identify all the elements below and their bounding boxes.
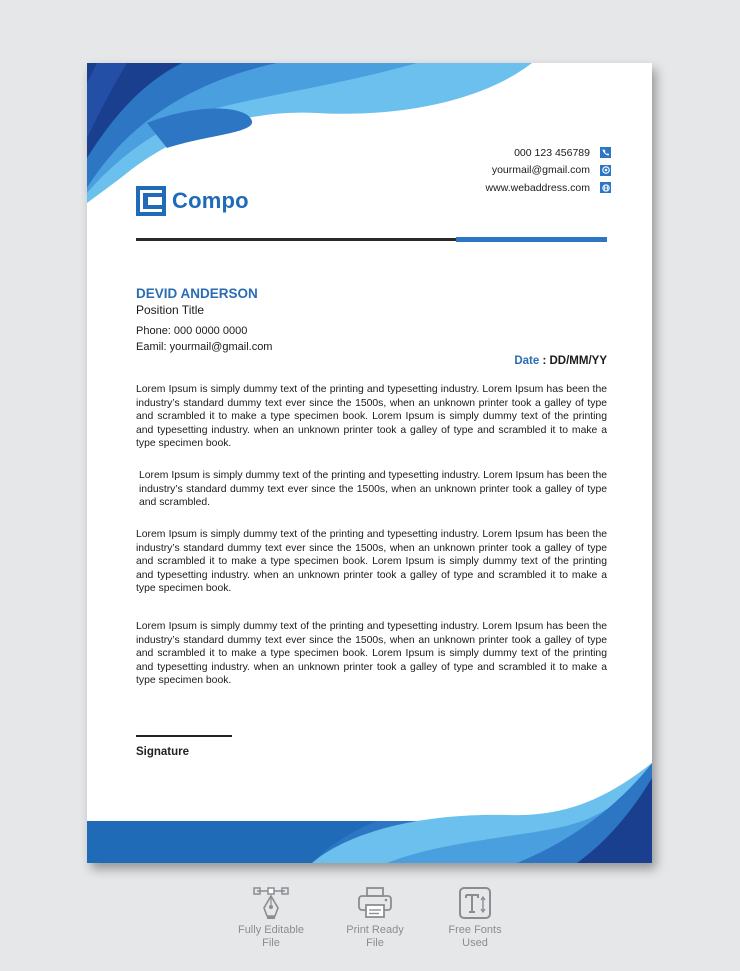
feature-print-ready bbox=[330, 886, 420, 950]
feature-editable bbox=[226, 886, 316, 950]
at-sign-icon bbox=[600, 165, 611, 176]
pen-tool-icon bbox=[253, 886, 289, 920]
company-name: Compo bbox=[172, 188, 249, 213]
signature-line bbox=[136, 735, 232, 737]
date-value: : DD/MM/YY bbox=[542, 355, 607, 367]
body-paragraph-4: Lorem Ipsum is simply dummy text of the printing and typesetting industry. Lorem Ipsum has been the industry’s standard dummy text ever since the 1500s, when an unknown printer took a galley of type and scrambled it to make a type specimen book. Lorem Ipsum is simply dummy text of the printing and typesetting industry. when an unknown printer took a galley of type and scrambled it to make a type specimen book. bbox=[136, 621, 607, 687]
feature-print-ready-label: Print Ready File bbox=[346, 924, 404, 949]
company-logo bbox=[136, 186, 249, 216]
sender-email: Eamil: yourmail@gmail.com bbox=[136, 341, 273, 353]
sender-phone: Phone: 000 0000 0000 bbox=[136, 325, 248, 337]
contact-web-row bbox=[486, 179, 611, 197]
contact-block bbox=[486, 144, 611, 197]
sender-position: Position Title bbox=[136, 303, 205, 317]
feature-free-fonts bbox=[430, 886, 520, 950]
logo-mark-icon bbox=[136, 186, 166, 216]
phone-icon bbox=[600, 147, 611, 158]
signature-label: Signature bbox=[136, 746, 190, 758]
feature-free-fonts-label: Free Fonts Used bbox=[448, 924, 502, 949]
feature-editable-label: Fully Editable File bbox=[237, 924, 305, 949]
contact-email[interactable]: yourmail@gmail.com bbox=[491, 164, 590, 177]
date-label: Date bbox=[514, 355, 540, 367]
sender-name: DEVID ANDERSON bbox=[136, 286, 258, 301]
contact-web[interactable]: www.webaddress.com bbox=[485, 181, 590, 194]
header-divider-blue bbox=[456, 237, 607, 242]
body-paragraph-2: Lorem Ipsum is simply dummy text of the printing and typesetting industry. Lorem Ipsum has been the industry’s standard dummy text ever since the 1500s, when an unknown printer took a galley of type and scrambled. bbox=[139, 470, 607, 509]
body-paragraph-3: Lorem Ipsum is simply dummy text of the printing and typesetting industry. Lorem Ipsum has been the industry’s standard dummy text ever since the 1500s, when an unknown printer took a galley of type and scrambled it to make a type specimen book. Lorem Ipsum is simply dummy text of the printing and typesetting industry. when an unknown printer took a galley of type and scrambled it to make a type specimen book. bbox=[136, 529, 607, 595]
contact-phone: 000 123 456789 bbox=[514, 146, 590, 159]
printer-icon bbox=[357, 886, 393, 920]
contact-phone-row bbox=[486, 144, 611, 162]
body-paragraph-1: Lorem Ipsum is simply dummy text of the printing and typesetting industry. Lorem Ipsum has been the industry’s standard dummy text ever since the 1500s, when an unknown printer took a galley of type and scrambled it to make a type specimen book. Lorem Ipsum is simply dummy text of the printing and typesetting industry. when an unknown printer took a galley of type and scrambled it to make a type specimen book. bbox=[136, 384, 607, 450]
font-icon bbox=[458, 886, 492, 920]
date-line bbox=[514, 355, 607, 367]
header-divider-dark bbox=[136, 238, 456, 241]
letterhead-sheet bbox=[87, 63, 652, 863]
globe-icon bbox=[600, 182, 611, 193]
contact-email-row bbox=[486, 162, 611, 180]
